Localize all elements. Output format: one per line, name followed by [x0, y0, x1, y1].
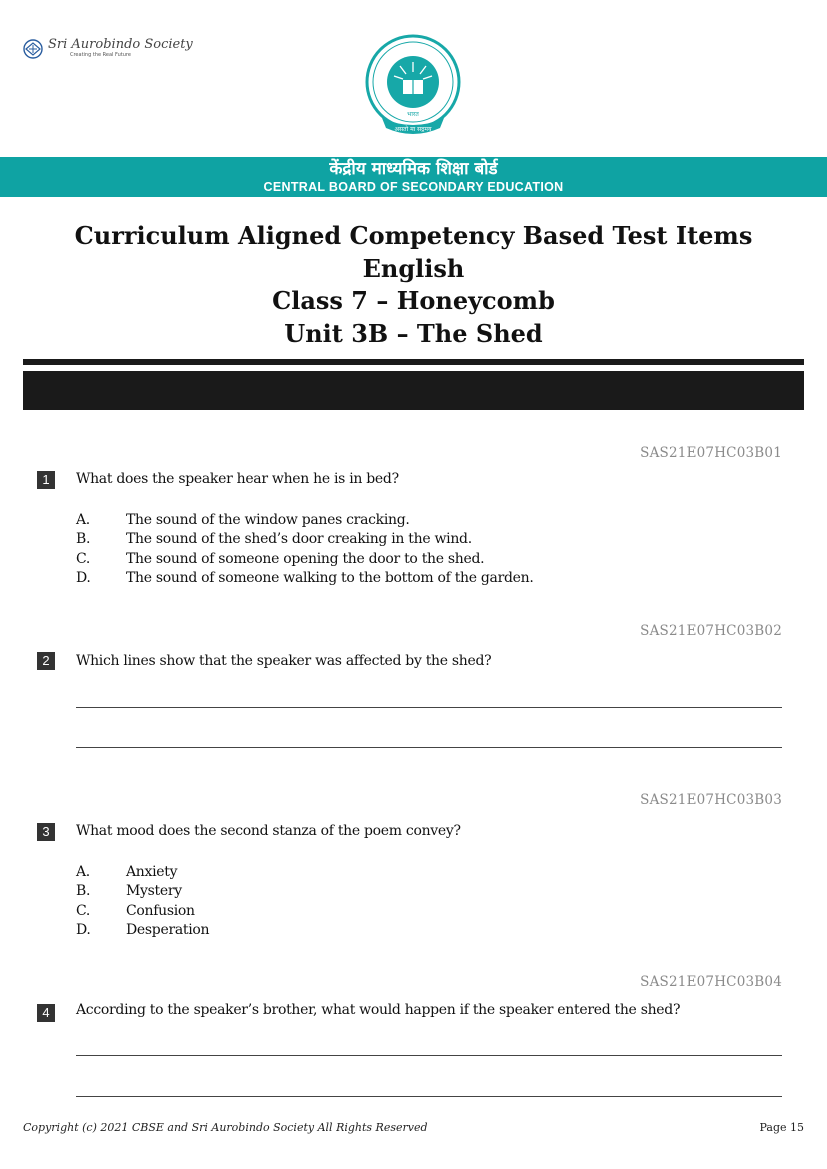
- option-text: Mystery: [126, 883, 182, 900]
- option-letter: A.: [76, 511, 90, 528]
- sas-logo-tagline: Creating the Real Future: [70, 52, 131, 58]
- option-text: Anxiety: [126, 863, 178, 880]
- option-letter: D.: [76, 570, 91, 587]
- sri-aurobindo-society-logo: [22, 38, 193, 60]
- option-letter: C.: [76, 550, 91, 567]
- emblem-motto: असतो मा सद्गमय: [394, 126, 432, 133]
- answer-option[interactable]: [76, 510, 534, 530]
- option-text: Desperation: [126, 922, 210, 939]
- board-name-english: CENTRAL BOARD OF SECONDARY EDUCATION: [263, 180, 564, 194]
- answer-option[interactable]: [76, 549, 534, 569]
- title-line-3: Class 7 – Honeycomb: [272, 286, 555, 315]
- document-title: [0, 220, 827, 350]
- option-text: The sound of the window panes cracking.: [126, 511, 410, 528]
- option-letter: A.: [76, 863, 90, 880]
- option-letter: C.: [76, 902, 91, 919]
- answer-option[interactable]: [76, 569, 534, 589]
- emblem-country: भारत: [407, 111, 419, 118]
- option-text: The sound of someone opening the door to the shed.: [126, 550, 485, 567]
- question-text: What mood does the second stanza of the poem convey?: [76, 823, 461, 839]
- board-name-banner: [0, 157, 827, 197]
- option-letter: B.: [76, 531, 91, 548]
- question-code: SAS21E07HC03B03: [640, 792, 782, 808]
- answer-line[interactable]: [76, 747, 782, 748]
- option-text: Confusion: [126, 902, 195, 919]
- question-number-badge: 3: [37, 823, 55, 841]
- question-text: Which lines show that the speaker was affected by the shed?: [76, 653, 492, 669]
- option-text: The sound of the shed’s door creaking in the wind.: [126, 531, 472, 548]
- question-text: According to the speaker’s brother, what would happen if the speaker entered the shed?: [76, 1002, 681, 1018]
- answer-line[interactable]: [76, 1096, 782, 1097]
- cbse-emblem-icon: [362, 32, 464, 142]
- answer-option[interactable]: [76, 921, 209, 941]
- divider-bar: [23, 371, 804, 410]
- title-line-1: Curriculum Aligned Competency Based Test Items: [74, 221, 753, 250]
- board-name-hindi: केंद्रीय माध्यमिक शिक्षा बोर्ड: [329, 159, 498, 179]
- question-number-badge: 2: [37, 652, 55, 670]
- title-line-2: English: [362, 253, 465, 283]
- answer-line[interactable]: [76, 1055, 782, 1056]
- divider-rule: [23, 359, 804, 365]
- answer-options: [76, 862, 209, 940]
- question-number-badge: 4: [37, 1004, 55, 1022]
- option-letter: D.: [76, 922, 91, 939]
- option-text: The sound of someone walking to the bottom of the garden.: [126, 570, 534, 587]
- question-number-badge: 1: [37, 471, 55, 489]
- question-text: What does the speaker hear when he is in bed?: [76, 471, 399, 487]
- sas-logo-name: Sri Aurobindo Society: [48, 37, 193, 52]
- question-code: SAS21E07HC03B04: [640, 974, 782, 990]
- answer-option[interactable]: [76, 530, 534, 550]
- answer-options: [76, 510, 534, 588]
- answer-line[interactable]: [76, 707, 782, 708]
- option-letter: B.: [76, 883, 91, 900]
- page-number: Page 15: [759, 1121, 804, 1134]
- question-code: SAS21E07HC03B01: [640, 445, 782, 461]
- question-code: SAS21E07HC03B02: [640, 623, 782, 639]
- answer-option[interactable]: [76, 862, 209, 882]
- title-line-4: Unit 3B – The Shed: [284, 318, 543, 348]
- answer-option[interactable]: [76, 882, 209, 902]
- answer-option[interactable]: [76, 901, 209, 921]
- society-emblem-icon: [22, 38, 44, 60]
- copyright-notice: Copyright (c) 2021 CBSE and Sri Aurobindo Society All Rights Reserved: [23, 1121, 428, 1134]
